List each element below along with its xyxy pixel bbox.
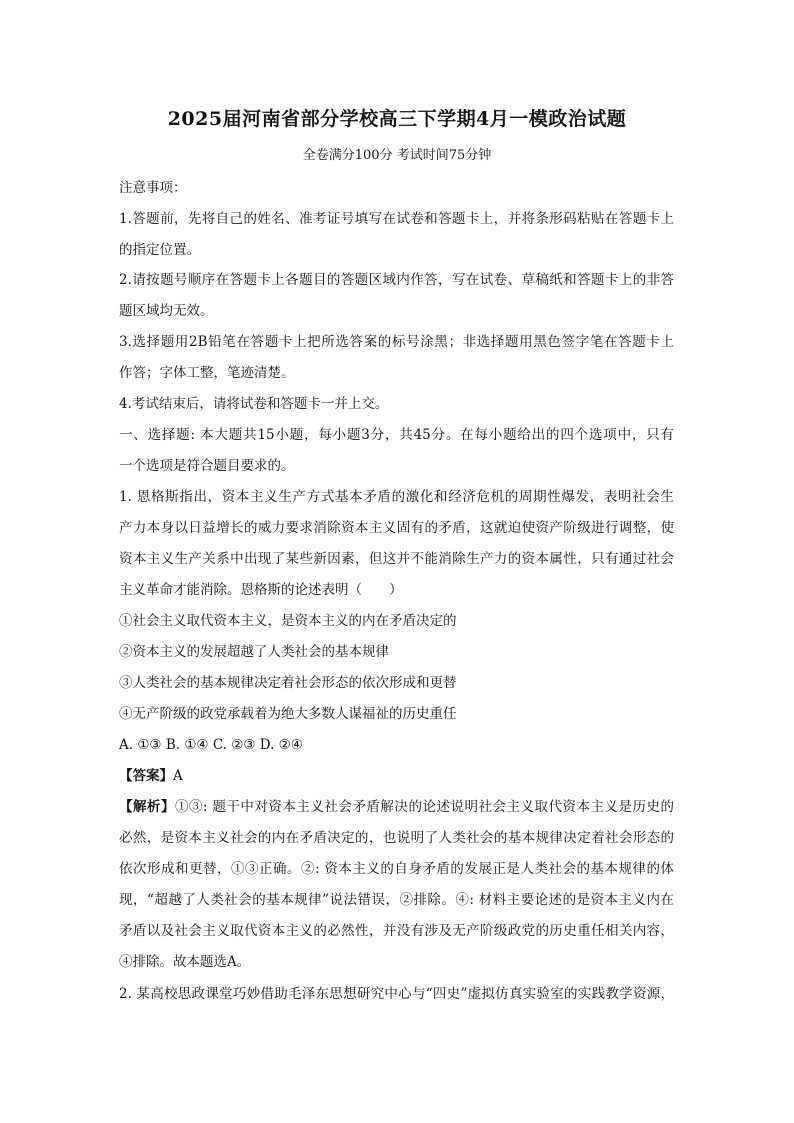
notice-item-2-line-1: 2.请按题号顺序在答题卡上各题目的答题区域内作答，写在试卷、草稿纸和答题卡上的非答 — [119, 272, 674, 288]
analysis-label: 【解析】 — [119, 799, 176, 815]
question-1-analysis-line-2: 必然，是资本主义社会的内在矛盾决定的，也说明了人类社会的基本规律决定着社会形态的 — [119, 830, 674, 846]
question-1-stem-line-2: 产力本身以日益增长的威力要求消除资本主义固有的矛盾，这就迫使资产阶级进行调整，使 — [119, 520, 674, 536]
question-1-analysis-line-5: 矛盾以及社会主义取代资本主义的必然性，并没有涉及无产阶级政党的历史重任相关内容， — [119, 923, 674, 939]
question-1-statement-3: ③人类社会的基本规律决定着社会形态的依次形成和更替 — [119, 675, 457, 691]
question-1-statement-2: ②资本主义的发展超越了人类社会的基本规律 — [119, 644, 389, 660]
section-heading-line-1: 一、选择题: 本大题共15小题，每小题3分，共45分。在每小题给出的四个选项中，只有 — [119, 427, 674, 443]
exam-info: 全卷满分100分 考试时间75分钟 — [302, 148, 492, 163]
notice-item-2-line-2: 题区域均无效。 — [119, 303, 214, 319]
question-1-analysis-line-6: ④排除。故本题选A。 — [119, 954, 251, 970]
question-1-analysis-line-3: 依次形成和更替，①③正确。②: 资本主义的自身矛盾的发展正是人类社会的基本规律的体 — [119, 861, 674, 877]
question-2-stem-line-1: 2. 某高校思政课堂巧妙借助毛泽东思想研究中心与“四史”虚拟仿真实验室的实践教学资源， — [119, 986, 674, 1002]
answer-value: A — [173, 768, 183, 784]
notice-item-3-line-1: 3.选择题用2B铅笔在答题卡上把所选答案的标号涂黑；非选择题用黑色签字笔在答题卡上 — [119, 334, 674, 350]
question-1-stem-line-3: 资本主义生产关系中出现了某些新因素，但这并不能消除生产力的资本属性，只有通过社会 — [119, 551, 674, 567]
question-1-statement-1: ①社会主义取代资本主义，是资本主义的内在矛盾决定的 — [119, 613, 457, 629]
answer-label: 【答案】 — [119, 768, 173, 784]
notice-item-1-line-2: 的指定位置。 — [119, 242, 200, 258]
question-1-stem-line-1: 1. 恩格斯指出，资本主义生产方式基本矛盾的激化和经济危机的周期性爆发，表明社会生 — [119, 489, 674, 505]
section-heading-line-2: 一个选项是符合题目要求的。 — [119, 458, 295, 474]
question-1-options: A. ①③ B. ①④ C. ②③ D. ②④ — [119, 737, 303, 753]
analysis-text: ①③: 题干中对资本主义社会矛盾解决的论述说明社会主义取代资本主义是历史的 — [175, 799, 675, 815]
question-1-statement-4: ④无产阶级的政党承载着为绝大多数人谋福祉的历史重任 — [119, 706, 457, 722]
notice-item-1-line-1: 1.答题前，先将自己的姓名、准考证号填写在试卷和答题卡上，并将条形码粘贴在答题卡上 — [119, 211, 674, 227]
notice-heading: 注意事项： — [119, 180, 187, 196]
notice-item-4: 4.考试结束后，请将试卷和答题卡一并上交。 — [119, 396, 389, 412]
question-1-analysis-line-4: 现，“超越了人类社会的基本规律”说法错误，②排除。④: 材料主要论述的是资本主义内在 — [119, 892, 674, 908]
question-1-stem-line-4: 主义革命才能消除。恩格斯的论述表明（ ） — [119, 582, 403, 598]
question-1-answer — [119, 766, 183, 786]
notice-item-3-line-2: 作答；字体工整，笔迹清楚。 — [119, 365, 295, 381]
page-title: 2025届河南省部分学校高三下学期4月一模政治试题 — [167, 108, 627, 130]
question-1-analysis-line-1 — [119, 797, 674, 817]
